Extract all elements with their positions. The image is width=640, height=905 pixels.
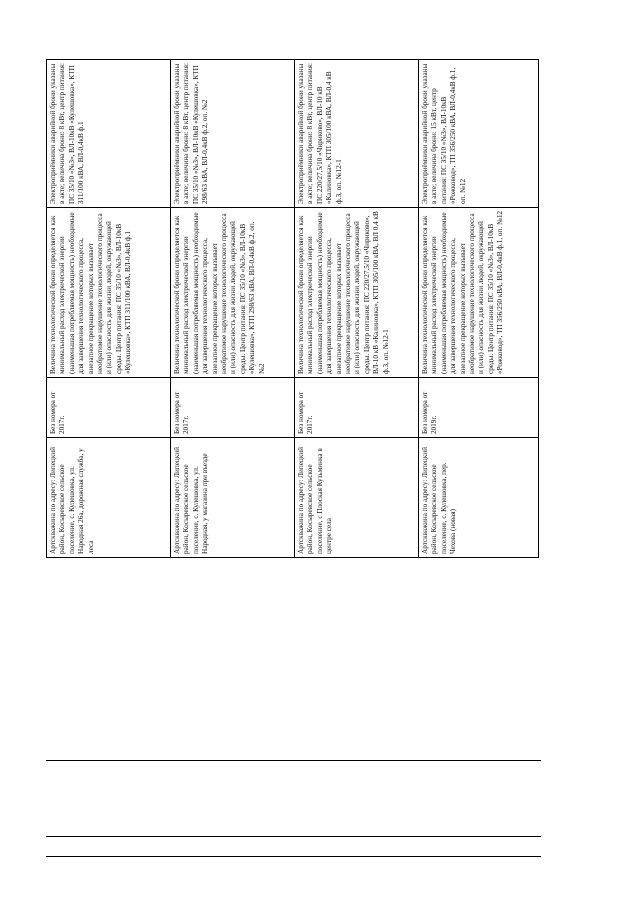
- table-row: [295, 60, 419, 558]
- table-row: [47, 60, 171, 558]
- emergency-cell: Электроприёмники аварийной брони указаны в акте; величина брони: 8 кВт, центр питания: ПС 35/10 «№3», ВЛ-10кВ «Кулешовка», КТП 298/63 кВА, ВЛ-0,4кВ ф.2, оп. №2: [171, 60, 295, 208]
- emergency-cell: Электроприёмники аварийной брони указаны в акте; величина брони: 15 кВт, центр питания: ПС 35/10 «№3», ВЛ-10кВ «Рожковод», ТП 356/250 кВА, ВЛ-0,4кВ ф.1, оп. №12: [419, 60, 539, 208]
- number-cell: Без номера от 2017г.: [295, 378, 419, 438]
- object-cell: Артскважина по адресу: Липецкий район, Косыревское сельское поселение, с. Кулешовка, ул. Народная 26а, дорожная служба, у леса: [47, 438, 171, 558]
- object-cell: Артскважина по адресу: Липецкий район, Косыревское сельское поселение, с. Кулешовка, пер. Чехова (новая): [419, 438, 539, 558]
- table-row: [419, 60, 539, 558]
- object-cell: Артскважина по адресу: Липецкий район, Косыревское сельское поселение, с Плоская Кузьминка в центре села: [295, 438, 419, 558]
- description-cell: Величина технологической брони определяется как минимальный расход электрической энергии (наименьшая потребляемая мощность) необходимые для завершения технологического процесса, внезапное прекращение которых вызывает необратимое нарушение технологического процесса и (или) опасность для жизни людей, окружающей среды. Центр питания: ПС 35/10 «№3», ВЛ-10кВ «Рожковод», ТП 356/250 кВА, ВЛ-0,4кВ ф.1, оп. №12: [419, 208, 539, 378]
- horizontal-rule: [46, 856, 541, 857]
- description-cell: Величина технологической брони определяется как минимальный расход электрической энергии (наименьшая потребляемая мощность) необходимые для завершения технологического процесса, внезапное прекращение которых вызывает необратимое нарушение технологического процесса и (или) опасность для жизни людей, окружающей среды. Центр питания: ПС 220/27,5/10 «Чириково», ВЛ-10 кВ «Калиновка», КТП 305/100 кВА, ВЛ 0,4 кВ ф.3, оп. №12-1: [295, 208, 419, 378]
- horizontal-rule: [46, 760, 541, 761]
- number-cell: Без номера от 2017г.: [47, 378, 171, 438]
- description-cell: Величина технологической брони определяется как минимальный расход электрической энергии (наименьшая потребляемая мощность) необходимые для завершения технологического процесса, внезапное прекращение которых вызывает необратимое нарушение технологического процесса и (или) опасность для жизни людей, окружающей среды. Центр питания: ПС 35/10 «№3», ВЛ-10кВ «Кулешовка», КТП 298/63 кВА, ВЛ-0,4кВ ф.2, оп. №2: [171, 208, 295, 378]
- horizontal-rule: [46, 836, 541, 837]
- reservation-table: [46, 59, 539, 558]
- rotated-table-container: [46, 60, 538, 558]
- description-cell: Величина технологической брони определяется как минимальный расход электрической энергии (наименьшая потребляемая мощность) необходимые для завершения технологического процесса, внезапное прекращение которых вызывает необратимое нарушение технологического процесса и (или) опасность для жизни людей, окружающей среды. Центр питания: ПС 35/10 «№3», ВЛ-10кВ «Кулешовка», КТП 311/100 кВА, ВЛ-0,4кВ ф.1: [47, 208, 171, 378]
- number-cell: Без номера от 2019г.: [419, 378, 539, 438]
- emergency-cell: Электроприёмники аварийной брони указаны в акте; величина брони: 8 кВт, центр питания: ПС 220/27,5/10 «Чириково», ВЛ-10 кВ «Калиновка», КТП 305/100 кВА, ВЛ-0,4 кВ ф.3, оп. №12-1: [295, 60, 419, 208]
- object-cell: Артскважина по адресу: Липецкий район, Косыревское сельское поселение, с. Кулешовка, ул. Народная, у магазина при въезде: [171, 438, 295, 558]
- emergency-cell: Электроприёмники аварийной брони указаны в акте; величина брони: 8 кВт, центр питания: ПС 35/10 «№3», ВЛ-10кВ «Кулешовка», КТП 311/100 кВА, ВЛ-0,4кВ ф.1: [47, 60, 171, 208]
- table-row: [171, 60, 295, 558]
- number-cell: Без номера от 2017г.: [171, 378, 295, 438]
